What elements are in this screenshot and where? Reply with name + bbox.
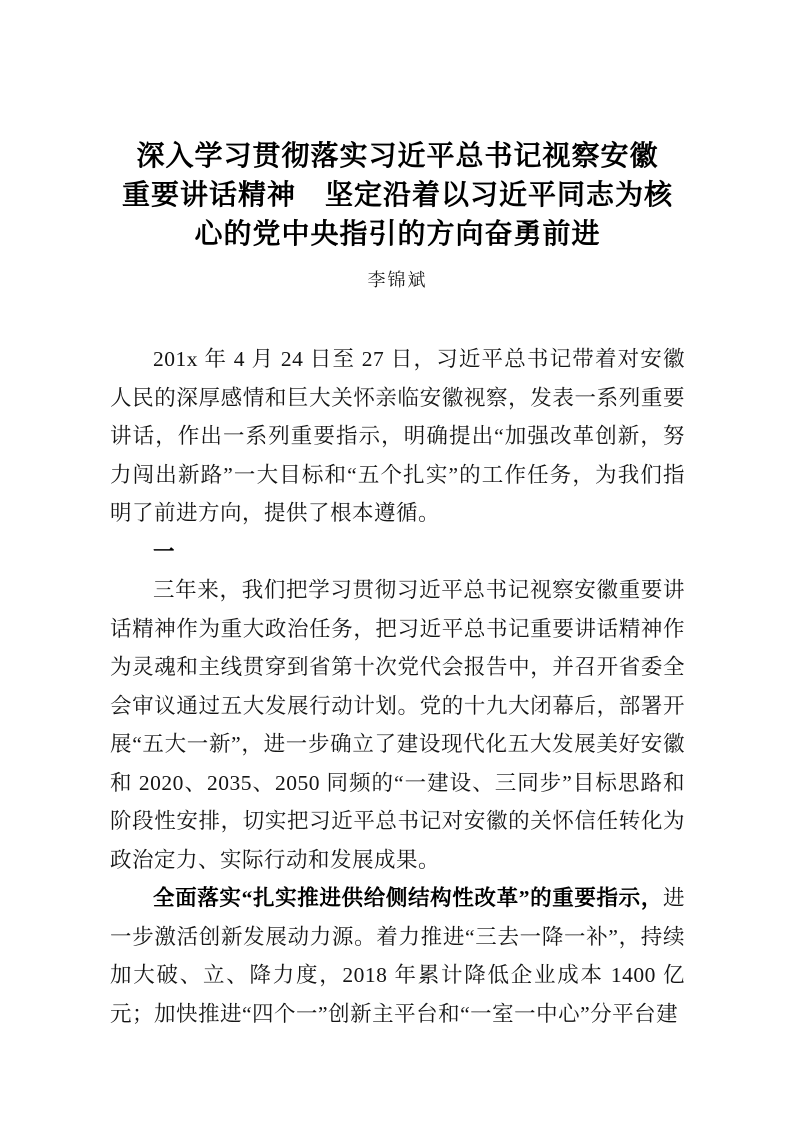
author-byline: 李锦斌 (367, 270, 428, 290)
final-paragraph-bold-lead: 全面落实“扎实推进供给侧结构性改革”的重要指示， (153, 886, 663, 910)
document-body (110, 340, 685, 1033)
document-title (110, 137, 685, 254)
title-line-1: 深入学习贯彻落实习近平总书记视察安徽 (136, 141, 659, 172)
title-line-2: 重要讲话精神 坚定沿着以习近平同志为核 (121, 180, 673, 211)
intro-paragraph: 201x 年 4 月 24 日至 27 日，习近平总书记带着对安徽人民的深厚感情和巨大关怀亲临安徽视察，发表一系列重要讲话，作出一系列重要指示，明确提出“加强改革创新，努力闯出新路”一大目标和“五个扎实”的工作任务，为我们指明了前进方向，提供了根本遵循。 (110, 347, 685, 525)
final-paragraph (110, 879, 685, 1033)
final-paragraph-rest: 进一步激活创新发展动力源。着力推进“三去一降一补”，持续加大破、立、降力度，2018 年累计降低企业成本 1400 亿元；加快推进“四个一”创新主平台和“一室一中心”分平台建 (110, 886, 685, 1026)
section-number-heading: 一 (153, 539, 175, 564)
title-line-3: 心的党中央指引的方向奋勇前进 (194, 219, 601, 250)
section-paragraph: 三年来，我们把学习贯彻习近平总书记视察安徽重要讲话精神作为重大政治任务，把习近平总书记重要讲话精神作为灵魂和主线贯穿到省第十次党代会报告中，并召开省委全会审议通过五大发展行动计划。党的十九大闭幕后，部署开展“五大一新”，进一步确立了建设现代化五大发展美好安徽和 2020、2035、2050 同频的“一建设、三同步”目标思路和阶段性安排，切实把习近平总书记对安徽的关怀信任转化为政治定力、实际行动和发展成果。 (110, 578, 685, 872)
